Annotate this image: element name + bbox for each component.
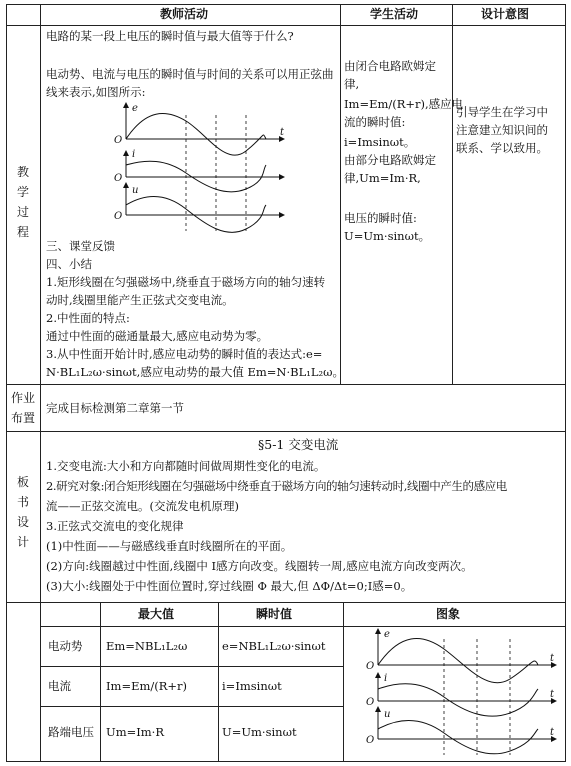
homework-label: 作业 布置 bbox=[10, 391, 35, 425]
header-design: 设计意图 bbox=[481, 7, 530, 21]
svg-text:O: O bbox=[366, 697, 375, 708]
svg-text:O: O bbox=[114, 211, 123, 222]
process-label: 教 学 过 程 bbox=[16, 165, 29, 239]
homework-bottom-line bbox=[6, 431, 566, 432]
header-teacher: 教师活动 bbox=[160, 7, 209, 21]
design-line-2: 注意建立知识间的 bbox=[456, 123, 548, 137]
bt-row3-inst: U=Um·sinωt bbox=[222, 725, 297, 739]
board-line-7: (3)大小:线圈处于中性面位置时,穿过线圈 Φ 最大,但 ΔΦ/Δt=0;I感=0。 bbox=[46, 579, 413, 593]
bt-col3-line bbox=[343, 602, 344, 762]
bt-col2-line bbox=[218, 602, 219, 762]
student-line-5: i=Imsinωt。 bbox=[344, 135, 416, 149]
summary-line-3: 2.中性面的特点: bbox=[46, 311, 130, 325]
bt-header-inst: 瞬时值 bbox=[256, 607, 293, 621]
design-line-3: 联系、学以致用。 bbox=[456, 141, 548, 155]
bt-row2-inst: i=Imsinωt bbox=[222, 679, 282, 693]
svg-text:O: O bbox=[114, 135, 123, 146]
feedback-heading: 三、课堂反馈 bbox=[46, 239, 115, 253]
bt-row2-line bbox=[40, 706, 343, 707]
bt-row3-label: 路端电压 bbox=[48, 725, 94, 739]
student-line-9: 电压的瞬时值: bbox=[344, 211, 417, 225]
waveform-figure-top bbox=[112, 101, 292, 241]
summary-line-1: 1.矩形线圈在匀强磁场中,绕垂直于磁场方向的轴匀速转 bbox=[46, 275, 326, 289]
bt-row1-label: 电动势 bbox=[48, 639, 83, 653]
svg-text:e: e bbox=[132, 103, 138, 114]
summary-line-4: 通过中性面的磁通量最大,感应电动势为零。 bbox=[46, 329, 269, 343]
summary-line-2: 动时,线圈里能产生正弦式交变电流。 bbox=[46, 293, 234, 307]
svg-text:t: t bbox=[280, 127, 285, 138]
board-line-3: 流——正弦交流电。(交流发电机原理) bbox=[46, 499, 239, 513]
summary-line-6: N·BL₁L₂ω·sinωt,感应电动势的最大值 Em=N·BL₁L₂ω。 bbox=[46, 365, 344, 379]
summary-line-5: 3.从中性面开始计时,感应电动势的瞬时值的表达式:e= bbox=[46, 347, 323, 361]
board-line-2: 2.研究对象:闭合矩形线圈在匀强磁场中绕垂直于磁场方向的轴匀速转动时,线圈中产生的感应电 bbox=[46, 479, 507, 493]
bt-row1-max: Em=NBL₁L₂ω bbox=[106, 639, 188, 653]
student-line-3: Im=Em/(R+r),感应电 bbox=[344, 97, 464, 111]
student-line-7: 律,Um=Im·R, bbox=[344, 171, 421, 185]
svg-text:O: O bbox=[366, 735, 375, 746]
student-line-1: 由闭合电路欧姆定 bbox=[344, 59, 436, 73]
bt-row3-max: Um=Im·R bbox=[106, 725, 164, 739]
student-line-2: 律, bbox=[344, 77, 360, 91]
header-bottom-line bbox=[6, 25, 566, 26]
bt-left-line bbox=[40, 602, 41, 762]
svg-text:O: O bbox=[366, 661, 375, 672]
board-line-5: (1)中性面——与磁感线垂直时线圈所在的平面。 bbox=[46, 539, 293, 553]
design-line-1: 引导学生在学习中 bbox=[456, 105, 548, 119]
board-line-4: 3.正弦式交流电的变化规律 bbox=[46, 519, 184, 533]
bt-header-max: 最大值 bbox=[138, 607, 175, 621]
student-col-line bbox=[340, 4, 341, 385]
design-col-line bbox=[452, 4, 453, 385]
svg-text:e: e bbox=[384, 629, 390, 640]
student-line-10: U=Um·sinωt。 bbox=[344, 229, 431, 243]
process-bottom-line bbox=[6, 384, 566, 385]
waveform-figure-bottom bbox=[364, 627, 564, 761]
summary-heading: 四、小结 bbox=[46, 257, 92, 271]
svg-text:t: t bbox=[550, 653, 555, 664]
board-label: 板 书 设 计 bbox=[16, 475, 29, 549]
bt-row2-label: 电流 bbox=[48, 679, 71, 693]
svg-text:u: u bbox=[384, 709, 391, 720]
header-student: 学生活动 bbox=[370, 7, 419, 21]
teacher-line-2: 电动势、电流与电压的瞬时值与时间的关系可以用正弦曲 bbox=[46, 67, 334, 81]
svg-text:O: O bbox=[114, 173, 123, 184]
teacher-line-3: 线来表示,如图所示: bbox=[46, 85, 146, 99]
student-line-6: 由部分电路欧姆定 bbox=[344, 153, 436, 167]
svg-text:u: u bbox=[132, 185, 139, 196]
board-line-6: (2)方向:线圈越过中性面,线圈中 I感方向改变。线圈转一周,感应电流方向改变两次。 bbox=[46, 559, 473, 573]
svg-text:t: t bbox=[550, 727, 555, 738]
svg-text:i: i bbox=[384, 673, 388, 684]
svg-text:t: t bbox=[550, 689, 555, 700]
label-col-line bbox=[40, 4, 41, 602]
teacher-line-1: 电路的某一段上电压的瞬时值与最大值等于什么? bbox=[46, 29, 294, 43]
bt-header-graph: 图象 bbox=[436, 607, 461, 621]
bt-row1-inst: e=NBL₁L₂ω·sinωt bbox=[222, 639, 326, 653]
board-title: §5-1 交变电流 bbox=[258, 437, 339, 452]
homework-content: 完成目标检测第二章第一节 bbox=[46, 401, 184, 415]
student-line-4: 流的瞬时值: bbox=[344, 115, 406, 129]
svg-text:i: i bbox=[132, 149, 136, 160]
board-bottom-line bbox=[6, 602, 566, 603]
board-line-1: 1.交变电流:大小和方向都随时间做周期性变化的电流。 bbox=[46, 459, 326, 473]
bt-row2-max: Im=Em/(R+r) bbox=[106, 679, 188, 693]
bt-row1-line bbox=[40, 666, 343, 667]
bt-col1-line bbox=[100, 602, 101, 762]
